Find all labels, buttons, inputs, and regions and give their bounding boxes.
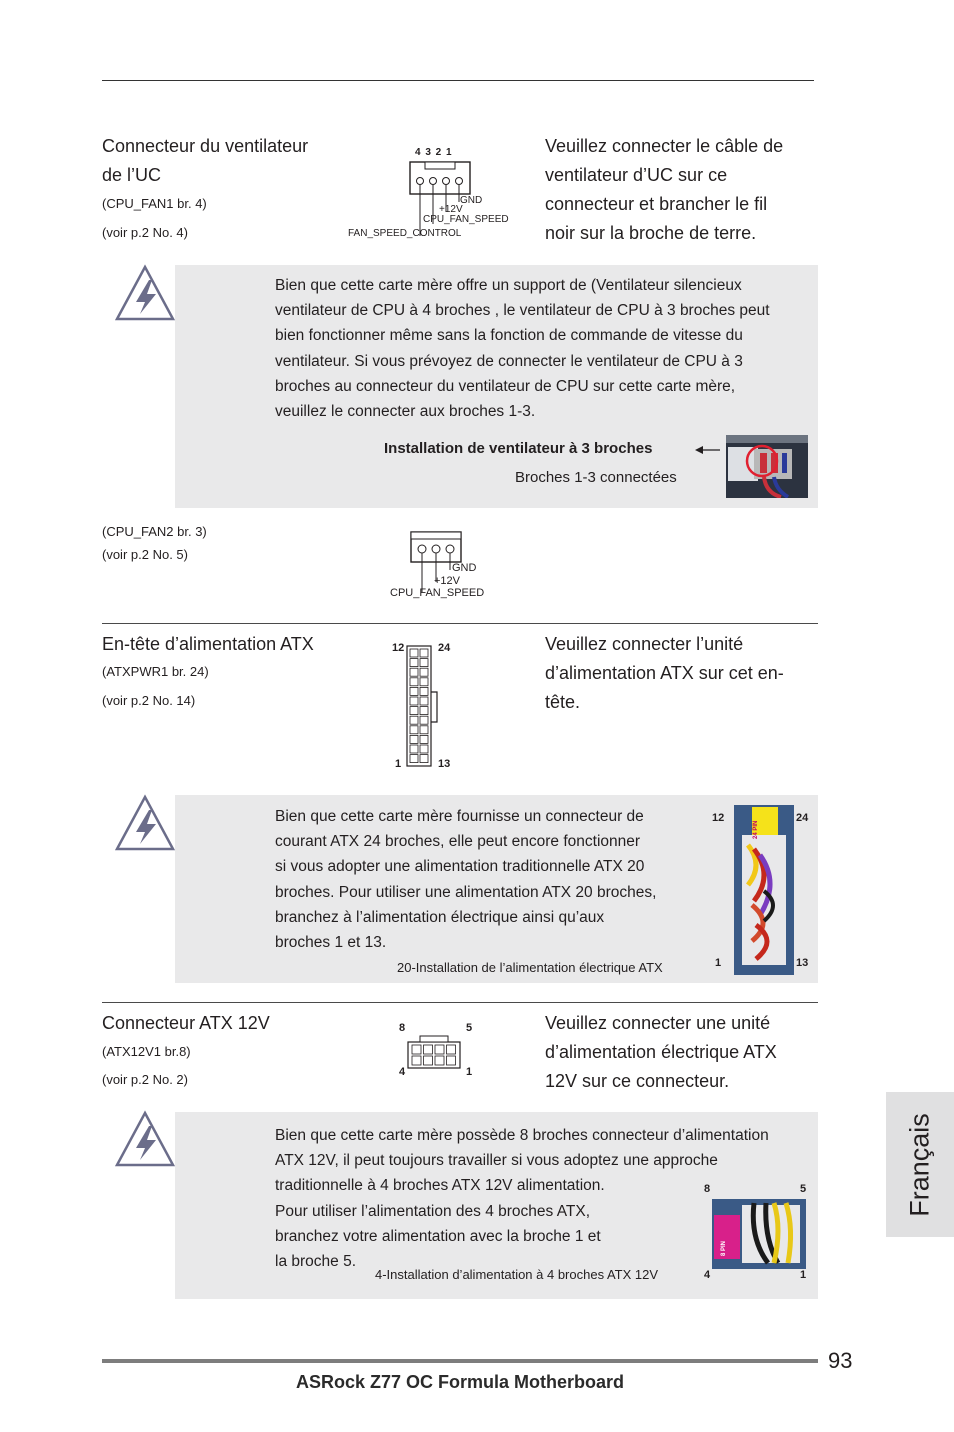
atx-pin-cell [410, 707, 418, 715]
note-box-cpu-fan [175, 265, 818, 508]
note2-line: Bien que cette carte mère fournisse un connecteur de [275, 808, 644, 825]
atx-pin-13: 13 [438, 758, 451, 770]
language-tab [886, 1092, 954, 1237]
arrow-left-icon [695, 445, 721, 455]
note1-line: Bien que cette carte mère offre un support de (Ventilateur silencieux [275, 277, 742, 294]
top-rule [102, 80, 814, 81]
atx12v-photo-5: 5 [800, 1183, 807, 1195]
atx-pin-cell [410, 678, 418, 686]
footer-rule [102, 1359, 818, 1363]
atx12v-pin-cell [447, 1045, 456, 1054]
atx12v-desc-2: d’alimentation électrique ATX [545, 1042, 777, 1062]
note1-line: broches au connecteur du ventilateur de CPU sur cette carte mère, [275, 377, 736, 395]
divider [102, 623, 818, 624]
atx-pin-cell [420, 687, 428, 695]
note3-line: ATX 12V, il peut toujours travailler si vous adoptez une approche [275, 1152, 718, 1170]
atx-pin-cell [410, 649, 418, 657]
cpu-fan2-speed-label: CPU_FAN_SPEED [390, 587, 485, 599]
atx-pin-24: 24 [438, 642, 451, 654]
atx-pin-cell [420, 755, 428, 763]
atx-pin-cell [410, 716, 418, 724]
note1-line: bien fonctionner même sans la fonction de commande de vitesse du [275, 327, 743, 345]
atx-ref: (ATXPWR1 br. 24) [102, 664, 209, 679]
atx12v-pin-cell [435, 1056, 444, 1065]
atx-pin-cell [420, 649, 428, 657]
install-3pin-label: Installation de ventilateur à 3 broches [384, 440, 653, 457]
atx12v-pin-cell [412, 1045, 421, 1054]
atx-pin-12: 12 [392, 642, 405, 654]
atx-pin-cell [420, 735, 428, 743]
atx-pin-cell [420, 745, 428, 753]
cpu-fan-title-2: de l’UC [102, 165, 162, 185]
atx-pin-cell [410, 745, 418, 753]
atx12v-pin-cell [412, 1056, 421, 1065]
atx-install-caption: 20-Installation de l’alimentation électrique ATX [397, 960, 663, 975]
atx-pin-cell [410, 687, 418, 695]
atx-pin-cell [420, 726, 428, 734]
language-tab-label: Français [904, 1112, 935, 1217]
cpu-fan-speed-label: CPU_FAN_SPEED [423, 214, 509, 225]
atx-photo-24: 24 [796, 812, 809, 824]
atx12v-title: Connecteur ATX 12V [102, 1013, 270, 1033]
atx-pin-cell [420, 697, 428, 705]
note3-line: la broche 5. [275, 1253, 356, 1271]
divider [102, 1002, 818, 1003]
atx12v-pin-5: 5 [466, 1022, 473, 1034]
cpu-fan-title-1: Connecteur du ventilateur [102, 136, 309, 156]
cpu-fan2-12v-label: +12V [434, 575, 460, 587]
atx12v-pin-cell [435, 1045, 444, 1054]
atx-pin-cell [410, 659, 418, 667]
page-number: 93 [828, 1348, 853, 1373]
note1-line: veuillez le connecter aux broches 1-3. [275, 403, 536, 421]
atx-desc-1: Veuillez connecter l’unité [545, 634, 744, 654]
atx12v-photo-8: 8 [704, 1183, 711, 1195]
cpu-fan2-ref: (CPU_FAN2 br. 3) [102, 524, 207, 539]
note3-line: Bien que cette carte mère possède 8 broches connecteur d’alimentation [275, 1127, 769, 1144]
note2-line: si vous adopter une alimentation traditionnelle ATX 20 [275, 858, 645, 876]
atx-24pin-diagram [405, 644, 441, 770]
atx12v-pin-1: 1 [466, 1066, 473, 1078]
note2-line: courant ATX 24 broches, elle peut encore fonctionner [275, 833, 641, 851]
note2-line: branchez à l’alimentation électrique ainsi qu’aux [275, 908, 605, 926]
warning-icon [114, 264, 176, 322]
cpu-fan-desc-1: Veuillez connecter le câble de [545, 136, 784, 156]
warning-icon [114, 794, 176, 852]
atx-photo-1: 1 [715, 957, 722, 969]
cpu-fan-control-label: FAN_SPEED_CONTROL [348, 228, 462, 239]
atx-photo-13: 13 [796, 957, 809, 969]
cpu-fan-gnd-label: GND [460, 195, 483, 206]
atx-pin-cell [410, 668, 418, 676]
note2-line: broches. Pour utiliser une alimentation ATX 20 broches, [275, 883, 657, 901]
atx-pin-cell [410, 726, 418, 734]
note2-line: broches 1 et 13. [275, 934, 387, 952]
fan-3pin-photo [726, 435, 808, 498]
atx-see: (voir p.2 No. 14) [102, 693, 196, 708]
atx12v-photo-tag: 8 PIN [721, 1240, 727, 1256]
cpu-fan-12v-label: +12V [439, 204, 463, 215]
note-box-atx12v [175, 1112, 818, 1299]
atx-desc-2: d’alimentation ATX sur cet en- [545, 663, 784, 683]
note3-line: branchez votre alimentation avec la broche 1 et [275, 1227, 601, 1245]
atx-photo-12: 12 [712, 812, 725, 824]
atx-pin-cell [420, 678, 428, 686]
atx-pin-cell [420, 668, 428, 676]
atx12v-pin-4: 4 [399, 1066, 406, 1078]
atx-title: En-tête d’alimentation ATX [102, 634, 314, 654]
atx-pin-cell [410, 735, 418, 743]
note1-line: ventilateur de CPU à 4 broches , le ventilateur de CPU à 3 broches peut [275, 302, 770, 320]
atx12v-photo-1: 1 [800, 1269, 807, 1281]
atx-pin-1: 1 [395, 758, 402, 770]
cpu-fan-desc-4: noir sur la broche de terre. [545, 223, 757, 243]
atx-pin-cell [420, 707, 428, 715]
atx12v-desc-1: Veuillez connecter une unité [545, 1013, 771, 1033]
atx-photo-tag: 24 PIN [753, 820, 759, 839]
cpu-fan-pin-numbers: 4 3 2 1 [415, 147, 453, 158]
atx12v-desc-3: 12V sur ce connecteur. [545, 1071, 730, 1091]
note1-line: ventilateur. Si vous prévoyez de connecter le ventilateur de CPU à 3 [275, 352, 743, 370]
atx-pin-cell [410, 755, 418, 763]
atx12v-pin-8: 8 [399, 1022, 406, 1034]
cpu-fan-ref: (CPU_FAN1 br. 4) [102, 196, 207, 211]
cpu-fan-desc-2: ventilateur d’UC sur ce [545, 165, 728, 185]
atx-pin-cell [420, 659, 428, 667]
cpu-fan2-gnd-label: GND [452, 562, 477, 574]
install-3pin-sub: Broches 1-3 connectées [515, 469, 677, 486]
atx12v-pin-cell [447, 1056, 456, 1065]
cpu-fan-see: (voir p.2 No. 4) [102, 225, 188, 240]
cpu-fan2-see: (voir p.2 No. 5) [102, 547, 188, 562]
note3-line: traditionnelle à 4 broches ATX 12V alimentation. [275, 1177, 605, 1195]
atx12v-photo-4: 4 [704, 1269, 711, 1281]
atx-pin-cell [420, 716, 428, 724]
atx-desc-3: tête. [545, 692, 581, 712]
atx12v-ref: (ATX12V1 br.8) [102, 1044, 191, 1059]
cpu-fan-desc-3: connecteur et brancher le fil [545, 194, 768, 214]
note-box-atx [175, 795, 818, 983]
footer-product: ASRock Z77 OC Formula Motherboard [296, 1372, 625, 1392]
atx12v-install-caption: 4-Installation d’alimentation à 4 broches ATX 12V [375, 1267, 659, 1282]
note3-line: Pour utiliser l’alimentation des 4 broches ATX, [275, 1202, 591, 1220]
warning-icon [114, 1110, 176, 1168]
atx12v-see: (voir p.2 No. 2) [102, 1072, 188, 1087]
atx12v-8pin-diagram [406, 1034, 462, 1070]
atx12v-pin-cell [424, 1056, 433, 1065]
atx-pin-cell [410, 697, 418, 705]
atx12v-pin-cell [424, 1045, 433, 1054]
atx-24pin-photo [734, 805, 794, 975]
